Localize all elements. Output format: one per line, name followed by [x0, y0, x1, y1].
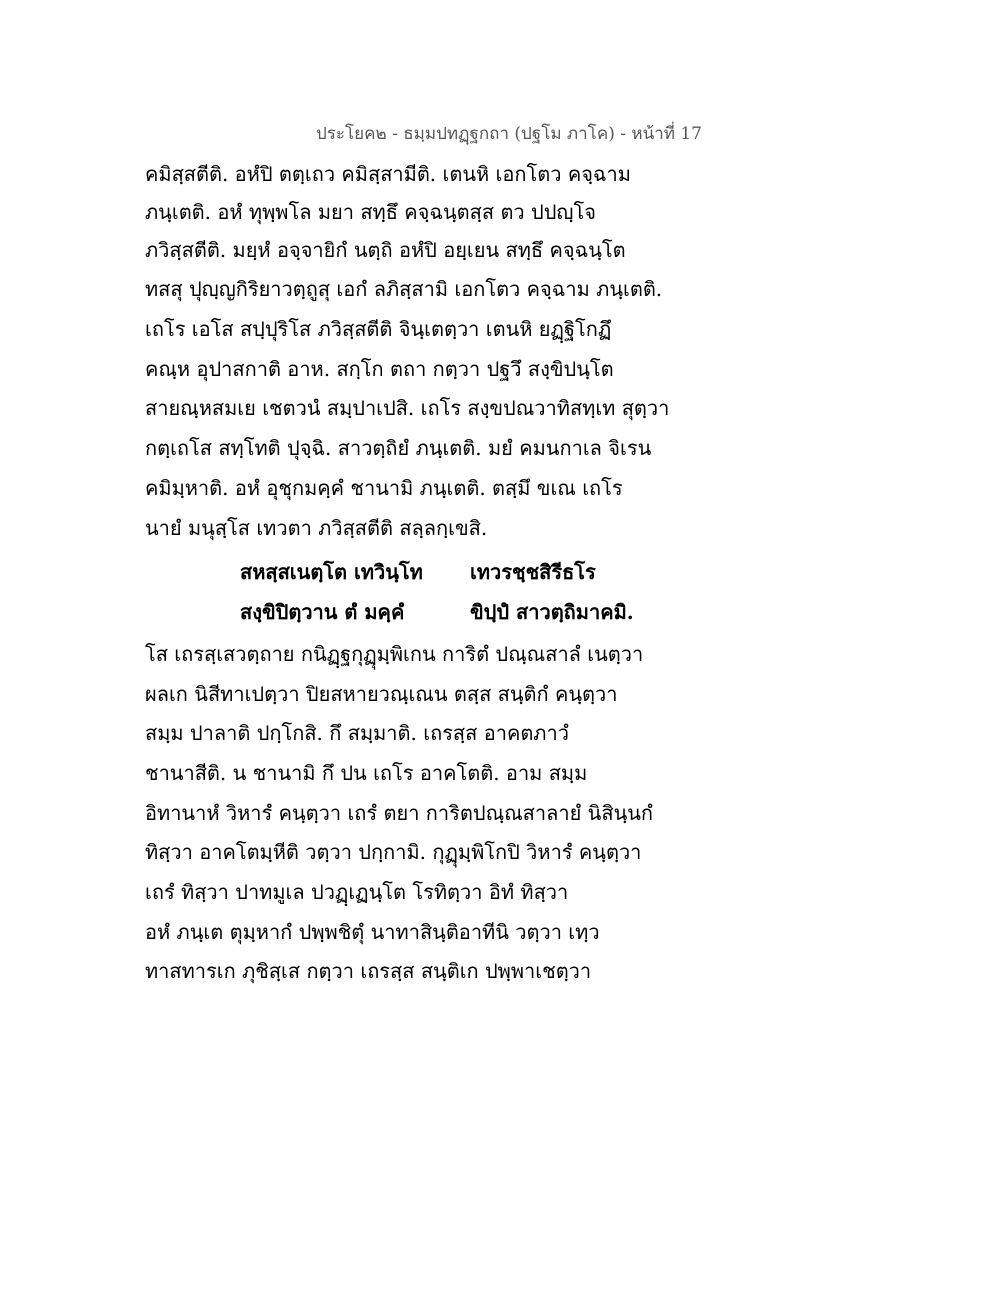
text-line: ภนฺเตติ. อหํ ทุพฺพโล มยา สทฺธึ คจฺฉนฺตสฺส ตว ปปญฺโจ	[145, 200, 596, 224]
text-line: ผลเก นิสีทาเปตฺวา ปิยสหายวณฺเณน ตสฺส สนฺติกํ คนฺตฺวา	[145, 682, 618, 706]
text-line: ทาสทารเก ภุชิสฺเส กตฺวา เถรสฺส สนฺติเก ปพฺพาเชตฺวา	[145, 959, 592, 983]
text-line: ชานาสีติ. น ชานามิ กึ ปน เถโร อาคโตติ. อาม สมฺม	[145, 761, 588, 785]
text-line: เถโร เอโส สปฺปุริโส ภวิสฺสตีติ จินฺเตตฺวา เตนหิ ยฏฺฐิโกฏึ	[145, 317, 612, 341]
verse-line-1-second-half: เทวรชฺชสิรีธโร	[470, 560, 596, 584]
text-line: คมิมฺหาติ. อหํ อุชุกมคฺคํ ชานามิ ภนฺเตติ. ตสฺมึ ขเณ เถโร	[145, 476, 623, 500]
text-line: โส เถรสฺเสวตฺถาย กนิฏฺฐกุฏุมฺพิเกน การิตํ ปณฺณสาลํ เนตฺวา	[145, 642, 644, 666]
text-line: ภวิสฺสตีติ. มยฺหํ อจฺจายิกํ นตฺถิ อหํปิ อยฺเยน สทฺธึ คจฺฉนฺโต	[145, 238, 626, 262]
text-line: กตฺเถโส สทฺโทติ ปุจฺฉิ. สาวตฺถิยํ ภนฺเตติ. มยํ คมนกาเล จิเรน	[145, 436, 652, 460]
verse-line-2-first-half: สงฺขิปิตฺวาน ตํ มคฺคํ	[240, 600, 405, 624]
text-line: เถรํ ทิสฺวา ปาทมูเล ปวฏฺเฏนฺโต โรทิตฺวา อิทํ ทิสฺวา	[145, 880, 569, 904]
text-line: อิทานาหํ วิหารํ คนฺตฺวา เถรํ ตยา การิตปณฺณสาลายํ นิสินฺนกํ	[145, 801, 654, 825]
running-header: ประโยค๒ - ธมฺมปทฏฺฐกถา (ปฐโม ภาโค) - หน้าที่ 17	[316, 124, 702, 144]
text-line: ทสสุ ปุญฺญกิริยาวตฺถูสุ เอกํ ลภิสฺสามิ เอกโตว คจฺฉาม ภนฺเตติ.	[145, 277, 663, 301]
text-line: นายํ มนุสฺโส เทวตา ภวิสฺสตีติ สลฺลกฺเขสิ.	[145, 516, 488, 540]
text-line: ทิสฺวา อาคโตมฺหีติ วตฺวา ปกฺกามิ. กุฏุมฺพิโกปิ วิหารํ คนฺตฺวา	[145, 840, 642, 864]
text-line: คมิสฺสตีติ. อหํปิ ตตฺเถว คมิสฺสามีติ. เตนหิ เอกโตว คจฺฉาม	[145, 162, 631, 186]
text-line: สมฺม ปาลาติ ปกฺโกสิ. กึ สมฺมาติ. เถรสฺส อาคตภาวํ	[145, 721, 569, 745]
text-line: อหํ ภนฺเต ตุมฺหากํ ปพฺพชิตุํ นาทาสินฺติอาทีนิ วตฺวา เทฺว	[145, 920, 600, 944]
verse-line-1-first-half: สหสฺสเนตฺโต เทวินฺโท	[240, 560, 423, 584]
text-line: สายณฺหสมเย เชตวนํ สมฺปาเปสิ. เถโร สงฺขปณวาทิสทฺเท สุตฺวา	[145, 396, 670, 420]
verse-line-2-second-half: ขิปฺปํ สาวตฺถิมาคมิ.	[470, 600, 634, 624]
text-line: คณฺห อุปาสกาติ อาห. สกฺโก ตถา กตฺวา ปฐวึ สงฺขิปนฺโต	[145, 357, 614, 381]
